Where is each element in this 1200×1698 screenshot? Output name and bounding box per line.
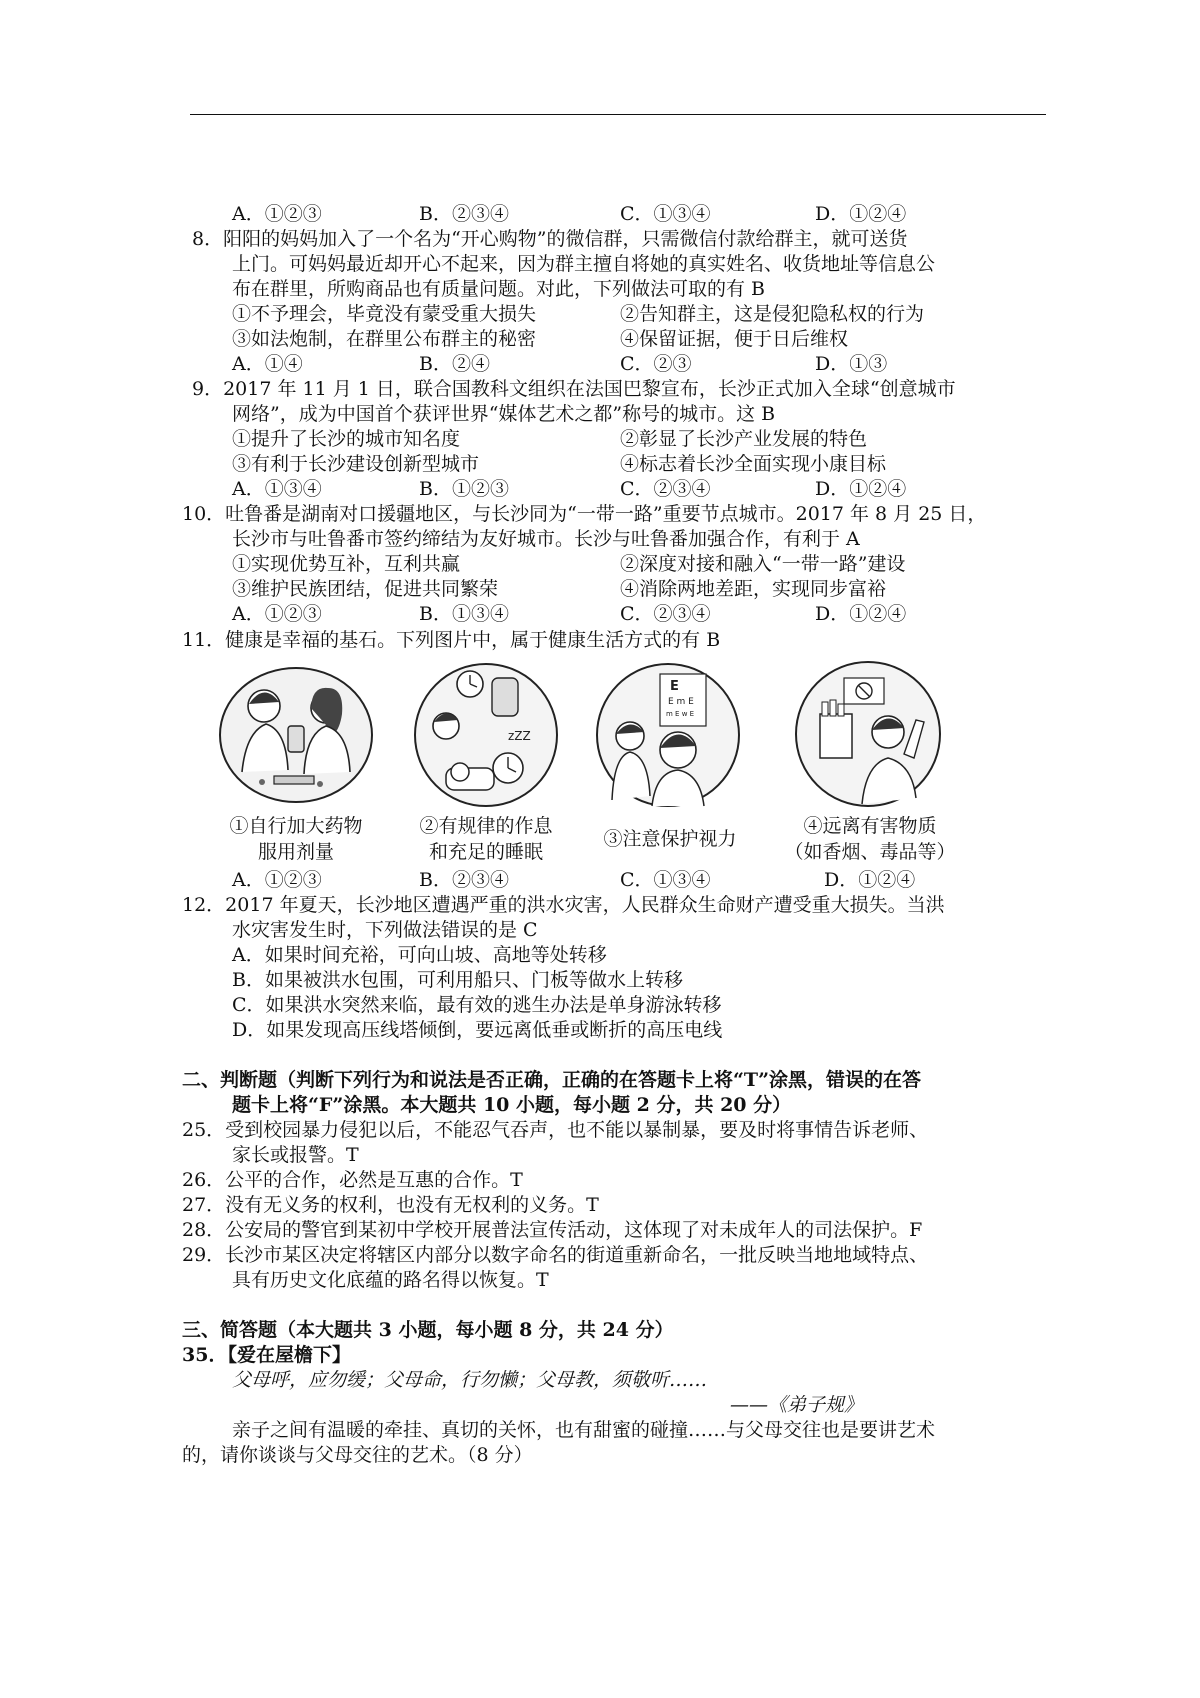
q9-item-2: ②彰显了长沙产业发展的特色 [620,428,868,450]
q11-option-c: C．①③④ [620,869,711,891]
q7-option-d: D．①②④ [815,203,907,225]
q8-stem-2: 上门。可妈妈最近却开心不起来，因为群主擅自将她的真实姓名、收货地址等信息公 [232,253,936,275]
q11-caption-3 [580,826,760,852]
q29-line-2: 具有历史文化底蕴的路名得以恢复。T [232,1269,549,1291]
q9-option-b: B．①②③ [419,478,509,500]
q10-item-2: ②深度对接和融入“一带一路”建设 [620,553,906,575]
q12-stem-1: 12．2017 年夏天，长沙地区遭遇严重的洪水灾害，人民群众生命财产遭受重大损失。当洪 [182,894,945,916]
q8-stem-3: 布在群里，所购商品也有质量问题。对此，下列做法可取的有 B [232,278,766,300]
svg-text:zZZ: zZZ [508,729,531,743]
q9-option-c: C．②③④ [620,478,711,500]
q35-body-2: 的，请你谈谈与父母交往的艺术。（8 分） [182,1444,533,1466]
svg-text:E m E: E m E [668,697,694,707]
q25-line-2: 家长或报警。T [232,1144,359,1166]
q10-stem-1: 10．吐鲁番是湖南对口援疆地区，与长沙同为“一带一路”重要节点城市。2017 年 8 月 25 日， [182,503,987,525]
caption-line: ②有规律的作息 [419,815,553,837]
q10-stem-2: 长沙市与吐鲁番市签约缔结为友好城市。长沙与吐鲁番加强合作，有利于 A [232,528,860,550]
section2-heading-2: 题卡上将“F”涂黑。本大题共 10 小题，每小题 2 分，共 20 分） [232,1094,792,1116]
q12-option-a: A．如果时间充裕，可向山坡、高地等处转移 [232,944,607,966]
q11-caption-4 [770,813,970,865]
q12-stem-2: 水灾害发生时，下列做法错误的是 C [232,919,538,941]
q7-option-a: A．①②③ [232,203,322,225]
q9-item-4: ④标志着长沙全面实现小康目标 [620,453,887,475]
q8-option-d: D．①③ [815,353,888,375]
q9-stem-1: 9．2017 年 11 月 1 日，联合国教科文组织在法国巴黎宣布，长沙正式加入全球“创意城市 [192,378,956,400]
q9-stem-2: 网络”，成为中国首个获评世界“媒体艺术之都”称号的城市。这 B [232,403,776,425]
q27-line: 27．没有无义务的权利，也没有无权利的义务。T [182,1194,599,1216]
eye-chart-illustration-icon [594,660,742,810]
q11-caption-1 [206,813,386,865]
q11-caption-2 [396,813,576,865]
q8-option-b: B．②④ [419,353,490,375]
q10-option-c: C．②③④ [620,603,711,625]
q10-option-d: D．①②④ [815,603,907,625]
q8-item-2: ②告知群主，这是侵犯隐私权的行为 [620,303,925,325]
q8-item-3: ③如法炮制，在群里公布群主的秘密 [232,328,537,350]
caption-line: ①自行加大药物 [229,815,363,837]
q9-item-3: ③有利于长沙建设创新型城市 [232,453,480,475]
q10-option-a: A．①②③ [232,603,322,625]
q8-option-c: C．②③ [620,353,692,375]
q35-body-1: 亲子之间有温暖的牵挂、真切的关怀，也有甜蜜的碰撞……与父母交往也是要讲艺术 [232,1419,936,1441]
q35-quote-source: ——《弟子规》 [730,1394,864,1416]
q12-option-d: D．如果发现高压线塔倾倒，要远离低垂或断折的高压电线 [232,1019,723,1041]
q11-option-a: A．①②③ [232,869,322,891]
svg-text:m E w E: m E w E [666,710,695,718]
caption-line: ④远离有害物质 [803,815,937,837]
q10-item-4: ④消除两地差距，实现同步富裕 [620,578,887,600]
caption-line: （如香烟、毒品等） [784,841,956,863]
sleep-schedule-illustration-icon [412,660,560,810]
q10-item-1: ①实现优势互补，互利共赢 [232,553,461,575]
svg-text:E: E [670,679,679,694]
caption-line: 和充足的睡眠 [428,841,543,863]
q9-item-1: ①提升了长沙的城市知名度 [232,428,461,450]
no-smoking-illustration-icon [792,658,944,810]
q35-title: 35．【爱在屋檐下】 [182,1344,351,1366]
q11-option-b: B．②③④ [419,869,509,891]
q7-option-c: C．①③④ [620,203,711,225]
header-rule [190,114,1046,115]
q11-stem: 11．健康是幸福的基石。下列图片中，属于健康生活方式的有 B [182,629,721,651]
caption-line: 服用剂量 [257,841,334,863]
q8-item-1: ①不予理会，毕竟没有蒙受重大损失 [232,303,537,325]
q28-line: 28．公安局的警官到某初中学校开展普法宣传活动，这体现了对未成年人的司法保护。F [182,1219,923,1241]
section3-heading: 三、简答题（本大题共 3 小题，每小题 8 分，共 24 分） [182,1319,674,1341]
q25-line-1: 25．受到校园暴力侵犯以后，不能忍气吞声，也不能以暴制暴，要及时将事情告诉老师、 [182,1119,929,1141]
q8-item-4: ④保留证据，便于日后维权 [620,328,849,350]
q29-line-1: 29．长沙市某区决定将辖区内部分以数字命名的街道重新命名，一批反映当地地域特点、 [182,1244,929,1266]
medicine-illustration-icon [216,664,376,806]
q10-item-3: ③维护民族团结，促进共同繁荣 [232,578,499,600]
q35-quote: 父母呼，应勿缓；父母命，行勿懒；父母教，须敬听…… [232,1369,708,1391]
q7-option-b: B．②③④ [419,203,509,225]
q9-option-a: A．①③④ [232,478,322,500]
q12-option-b: B．如果被洪水包围，可利用船只、门板等做水上转移 [232,969,683,991]
q12-option-c: C．如果洪水突然来临，最有效的逃生办法是单身游泳转移 [232,994,722,1016]
caption-line: ③注意保护视力 [603,828,737,850]
q8-option-a: A．①④ [232,353,303,375]
q8-stem-1: 8．阳阳的妈妈加入了一个名为“开心购物”的微信群，只需微信付款给群主，就可送货 [192,228,908,250]
q10-option-b: B．①③④ [419,603,509,625]
q11-option-d: D．①②④ [824,869,916,891]
q26-line: 26．公平的合作，必然是互惠的合作。T [182,1169,523,1191]
section2-heading-1: 二、判断题（判断下列行为和说法是否正确，正确的在答题卡上将“T”涂黑，错误的在答 [182,1069,921,1091]
q9-option-d: D．①②④ [815,478,907,500]
